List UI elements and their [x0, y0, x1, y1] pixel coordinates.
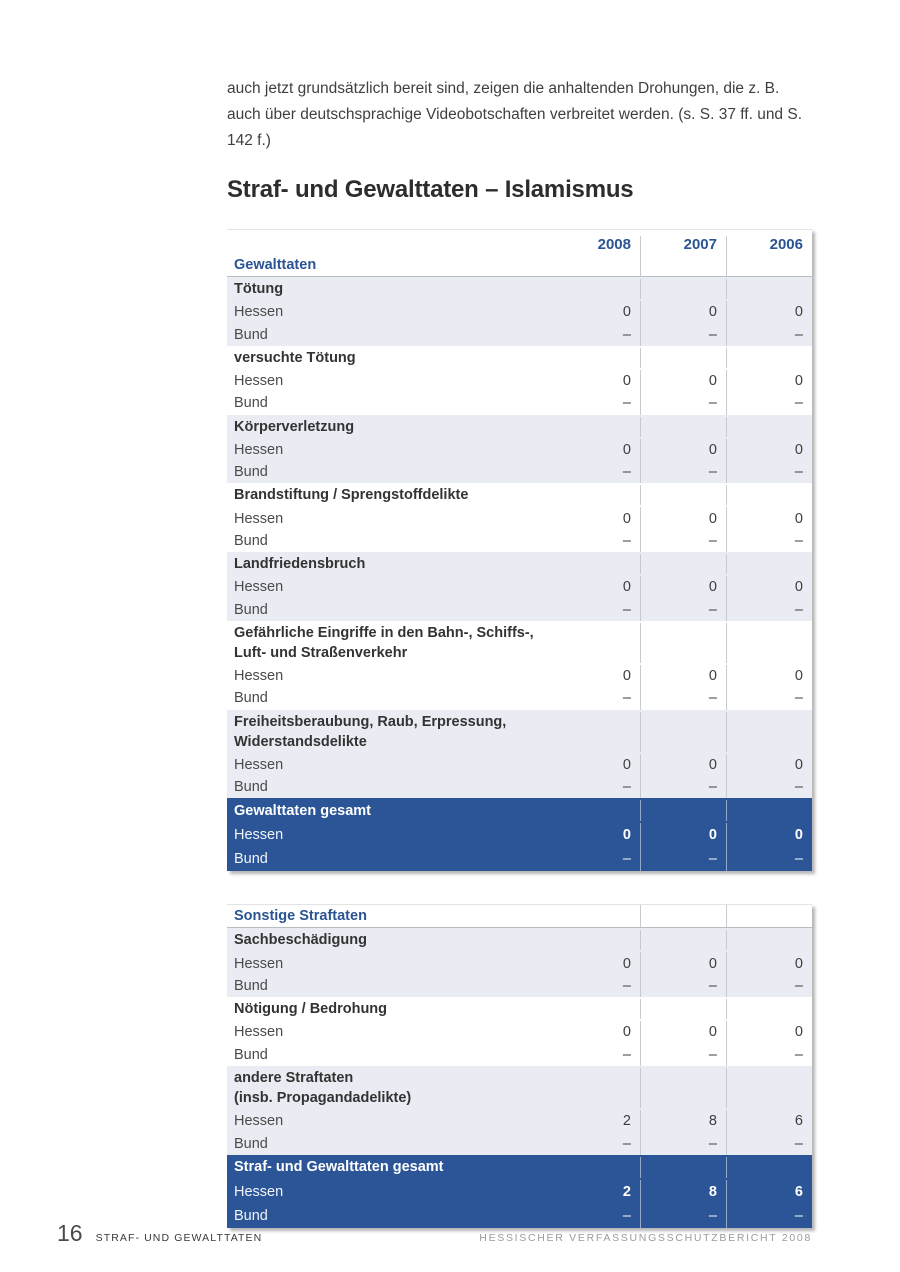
category-row: [227, 483, 812, 507]
value-cell-year-2: [726, 348, 812, 368]
value-cell-year-1: –: [640, 776, 726, 798]
data-row-bund: [227, 461, 812, 483]
value-cell-year-0: 0: [622, 441, 631, 458]
value-cell-year-2: –: [726, 530, 812, 552]
page-footer: [57, 1220, 812, 1247]
value-cell-year-1: [640, 485, 726, 505]
row-label: Hessen: [234, 756, 284, 773]
value-cell-year-0: –: [622, 851, 631, 868]
value-cell-year-2: –: [726, 1044, 812, 1066]
row-label: Bund: [234, 601, 268, 618]
row-label: Bund: [234, 779, 268, 796]
section-light: [227, 552, 812, 621]
data-row-bund: [227, 1044, 812, 1066]
value-cell-year-1: –: [640, 847, 726, 871]
value-cell-year-0: [554, 1068, 640, 1108]
value-cell-year-1: –: [640, 975, 726, 997]
category-label-line: Straf- und Gewalttaten gesamt: [234, 1159, 444, 1176]
value-cell-year-0: –: [622, 601, 631, 618]
row-label: Hessen: [234, 1113, 284, 1130]
value-cell-year-1: [640, 348, 726, 368]
value-cell-year-0: –: [622, 779, 631, 796]
category-label-line: Gefährliche Eingriffe in den Bahn-, Schiffs-,: [234, 624, 534, 641]
value-cell-year-2: –: [726, 776, 812, 798]
value-cell-year-0: [554, 905, 640, 927]
value-cell-year-1: [640, 1157, 726, 1178]
category-row: [227, 552, 812, 576]
year-header-row: [227, 230, 812, 254]
value-cell-year-1: [640, 623, 726, 663]
group-label-row: [227, 254, 812, 277]
value-cell-year-1: 0: [640, 823, 726, 847]
category-label-line: Nötigung / Bedrohung: [234, 1001, 388, 1018]
category-label-line: Körperverletzung: [234, 418, 355, 435]
value-cell-year-2: [726, 554, 812, 574]
value-cell-year-0: 0: [622, 579, 631, 596]
group-label: Gewalttaten: [234, 257, 317, 273]
category-row: [227, 621, 812, 665]
value-cell-year-0: 0: [622, 827, 631, 844]
value-cell-year-1: 0: [640, 1021, 726, 1043]
value-cell-year-0: [554, 554, 640, 574]
row-label: Bund: [234, 1207, 268, 1224]
row-label: Hessen: [234, 372, 284, 389]
intro-paragraph: auch jetzt grundsätzlich bereit sind, zeigen die anhaltenden Drohungen, die z. B. auch über deutschsprachige Videobotschaften verbreitet werden. (s. S. 37 ff. und S. 142 f.): [227, 80, 803, 149]
row-label: Hessen: [234, 827, 284, 844]
data-row-bund: [227, 1132, 812, 1154]
category-label: [227, 623, 554, 663]
value-cell-year-2: –: [726, 599, 812, 621]
value-cell-year-2: 0: [726, 507, 812, 529]
value-cell-year-0: –: [622, 532, 631, 549]
data-row-bund: [227, 687, 812, 709]
value-cell-year-2: [726, 712, 812, 752]
value-cell-year-1: [640, 1068, 726, 1108]
value-cell-year-2: –: [726, 975, 812, 997]
value-cell-year-0: [554, 348, 640, 368]
category-label: [227, 417, 554, 437]
value-cell-year-2: 0: [726, 952, 812, 974]
section-white: [227, 621, 812, 710]
value-cell-year-0: –: [622, 1207, 631, 1224]
value-cell-year-2: 0: [726, 439, 812, 461]
category-label-line: Freiheitsberaubung, Raub, Erpressung,: [234, 713, 507, 730]
value-cell-year-1: 0: [640, 439, 726, 461]
value-cell-year-2: 0: [726, 370, 812, 392]
row-label: Bund: [234, 1135, 268, 1152]
value-cell-year-0: 0: [622, 372, 631, 389]
value-cell-year-1: [640, 712, 726, 752]
category-label-line: (insb. Propagandadelikte): [234, 1090, 412, 1107]
value-cell-year-2: –: [726, 687, 812, 709]
value-cell-year-0: –: [622, 978, 631, 995]
group-label: Sonstige Straftaten: [234, 908, 367, 925]
category-label: [227, 485, 554, 505]
category-label: [227, 712, 554, 752]
value-cell-year-0: [554, 1157, 640, 1178]
value-cell-year-0: [554, 999, 640, 1019]
category-row: [227, 346, 812, 370]
year-header-2008: 2008: [597, 236, 631, 253]
row-label: Hessen: [234, 955, 284, 972]
value-cell-year-0: –: [622, 690, 631, 707]
value-cell-year-0: 0: [622, 955, 631, 972]
data-row-hessen: [227, 823, 812, 847]
value-cell-year-1: –: [640, 687, 726, 709]
value-cell-year-1: –: [640, 392, 726, 414]
category-row: [227, 798, 812, 823]
value-cell-year-1: [640, 417, 726, 437]
category-row: [227, 710, 812, 754]
category-row: [227, 928, 812, 952]
value-cell-year-0: –: [622, 1135, 631, 1152]
value-cell-year-1: 8: [640, 1110, 726, 1132]
value-cell-year-2: 0: [726, 1021, 812, 1043]
value-cell-year-2: [726, 254, 812, 276]
row-label: Bund: [234, 326, 268, 343]
row-label: Hessen: [234, 441, 284, 458]
value-cell-year-1: 0: [640, 754, 726, 776]
group-label-row: [227, 905, 812, 928]
category-label-line: Landfriedensbruch: [234, 556, 366, 573]
data-row-hessen: [227, 301, 812, 323]
row-label: Hessen: [234, 579, 284, 596]
value-cell-year-1: [640, 554, 726, 574]
data-row-bund: [227, 392, 812, 414]
section-white: [227, 346, 812, 415]
data-row-bund: [227, 323, 812, 345]
value-cell-year-1: 0: [640, 301, 726, 323]
category-label-line: Sachbeschädigung: [234, 932, 367, 949]
footer-report-label: HESSISCHER VERFASSUNGSSCHUTZBERICHT 2008: [479, 1232, 812, 1244]
value-cell-year-1: –: [640, 461, 726, 483]
value-cell-year-1: –: [640, 1132, 726, 1154]
section-light: [227, 415, 812, 484]
value-cell-year-2: 0: [726, 754, 812, 776]
value-cell-year-0: [554, 254, 640, 276]
footer-left: [57, 1220, 262, 1247]
data-row-bund: [227, 599, 812, 621]
value-cell-year-0: [554, 485, 640, 505]
value-cell-year-2: –: [726, 1132, 812, 1154]
value-cell-year-2: [726, 1157, 812, 1178]
value-cell-year-2: [726, 800, 812, 821]
value-cell-year-0: –: [622, 326, 631, 343]
category-label-line: Gewalttaten gesamt: [234, 802, 371, 819]
value-cell-year-2: [726, 417, 812, 437]
value-cell-year-2: –: [726, 392, 812, 414]
category-row: [227, 1066, 812, 1110]
value-cell-year-1: –: [640, 323, 726, 345]
value-cell-year-1: [640, 254, 726, 276]
value-cell-year-0: –: [622, 395, 631, 412]
value-cell-year-1: [640, 279, 726, 299]
value-cell-year-0: 2: [622, 1183, 631, 1200]
value-cell-year-1: [640, 905, 726, 927]
row-label: Bund: [234, 532, 268, 549]
page-content: [227, 0, 812, 1228]
row-label: Bund: [234, 690, 268, 707]
data-row-bund: [227, 776, 812, 798]
section-light: [227, 277, 812, 346]
category-row: [227, 1155, 812, 1180]
value-cell-year-2: 6: [726, 1180, 812, 1204]
value-cell-year-0: 0: [622, 304, 631, 321]
year-header-2007: 2007: [640, 236, 726, 254]
value-cell-year-2: 6: [726, 1110, 812, 1132]
value-cell-year-1: 0: [640, 952, 726, 974]
row-label: Bund: [234, 395, 268, 412]
value-cell-year-2: 0: [726, 301, 812, 323]
year-header-2006: 2006: [726, 236, 812, 254]
value-cell-year-0: 0: [622, 510, 631, 527]
category-label: [227, 800, 554, 821]
row-label: Bund: [234, 464, 268, 481]
value-cell-year-2: 0: [726, 665, 812, 687]
category-label-line: Brandstiftung / Sprengstoffdelikte: [234, 487, 469, 504]
value-cell-year-2: –: [726, 847, 812, 871]
data-row-hessen: [227, 439, 812, 461]
value-cell-year-2: –: [726, 323, 812, 345]
value-cell-year-2: –: [726, 1204, 812, 1228]
section-white: [227, 997, 812, 1066]
value-cell-year-2: 0: [726, 823, 812, 847]
value-cell-year-0: 0: [622, 756, 631, 773]
data-row-hessen: [227, 1021, 812, 1043]
table-sonstige-straftaten: [227, 904, 812, 1227]
value-cell-year-1: 0: [640, 370, 726, 392]
value-cell-year-1: –: [640, 1044, 726, 1066]
value-cell-year-1: –: [640, 1204, 726, 1228]
data-row-hessen: [227, 665, 812, 687]
page-number: 16: [57, 1220, 83, 1246]
data-row-hessen: [227, 754, 812, 776]
category-row: [227, 277, 812, 301]
value-cell-year-2: [726, 623, 812, 663]
data-row-hessen: [227, 1180, 812, 1204]
value-cell-year-0: 0: [622, 1024, 631, 1041]
category-label-line: Tötung: [234, 281, 284, 297]
category-label-line: Luft- und Straßenverkehr: [234, 644, 408, 661]
value-cell-year-0: [554, 623, 640, 663]
category-label: [227, 999, 554, 1019]
row-label: Hessen: [234, 510, 284, 527]
category-label: [227, 1157, 554, 1178]
category-row: [227, 997, 812, 1021]
section-light: [227, 928, 812, 997]
row-label: Bund: [234, 851, 268, 868]
value-cell-year-0: –: [622, 1046, 631, 1063]
data-row-bund: [227, 847, 812, 871]
category-label-line: Widerstandsdelikte: [234, 733, 367, 750]
data-row-hessen: [227, 507, 812, 529]
value-cell-year-1: 8: [640, 1180, 726, 1204]
value-cell-year-0: [554, 279, 640, 299]
value-cell-year-1: [640, 930, 726, 950]
page-title: Straf- und Gewalttaten – Islamismus: [227, 176, 634, 203]
value-cell-year-0: [554, 800, 640, 821]
row-label: Bund: [234, 1046, 268, 1063]
row-label: Hessen: [234, 668, 284, 685]
value-cell-year-1: [640, 999, 726, 1019]
value-cell-year-0: [554, 712, 640, 752]
value-cell-year-1: –: [640, 530, 726, 552]
value-cell-year-1: [640, 800, 726, 821]
data-row-hessen: [227, 952, 812, 974]
value-cell-year-1: –: [640, 599, 726, 621]
data-row-bund: [227, 975, 812, 997]
row-label: Hessen: [234, 304, 284, 321]
category-label: [227, 279, 554, 299]
value-cell-year-2: [726, 279, 812, 299]
value-cell-year-1: 0: [640, 507, 726, 529]
row-label: Hessen: [234, 1024, 284, 1041]
value-cell-year-0: [554, 930, 640, 950]
section-total: [227, 1155, 812, 1228]
value-cell-year-0: 2: [622, 1113, 631, 1130]
data-row-hessen: [227, 1110, 812, 1132]
category-label: [227, 348, 554, 368]
value-cell-year-0: 0: [622, 668, 631, 685]
value-cell-year-2: –: [726, 461, 812, 483]
category-label: [227, 554, 554, 574]
section-white: [227, 483, 812, 552]
value-cell-year-2: [726, 1068, 812, 1108]
category-label-line: andere Straftaten: [234, 1070, 354, 1087]
footer-section-label: STRAF- UND GEWALTTATEN: [95, 1232, 263, 1244]
data-row-hessen: [227, 576, 812, 598]
value-cell-year-2: [726, 999, 812, 1019]
row-label: Hessen: [234, 1183, 284, 1200]
section-light: [227, 710, 812, 799]
category-label-line: versuchte Tötung: [234, 349, 356, 366]
category-label: [227, 930, 554, 950]
table-gewalttaten: [227, 229, 812, 871]
value-cell-year-2: [726, 905, 812, 927]
value-cell-year-0: [554, 417, 640, 437]
section-light: [227, 1066, 812, 1155]
value-cell-year-2: [726, 485, 812, 505]
data-row-bund: [227, 530, 812, 552]
value-cell-year-2: 0: [726, 576, 812, 598]
value-cell-year-1: 0: [640, 665, 726, 687]
value-cell-year-1: 0: [640, 576, 726, 598]
category-row: [227, 415, 812, 439]
category-label: [227, 1068, 554, 1108]
data-row-hessen: [227, 370, 812, 392]
value-cell-year-0: –: [622, 464, 631, 481]
row-label: Bund: [234, 978, 268, 995]
value-cell-year-2: [726, 930, 812, 950]
section-total: [227, 798, 812, 871]
